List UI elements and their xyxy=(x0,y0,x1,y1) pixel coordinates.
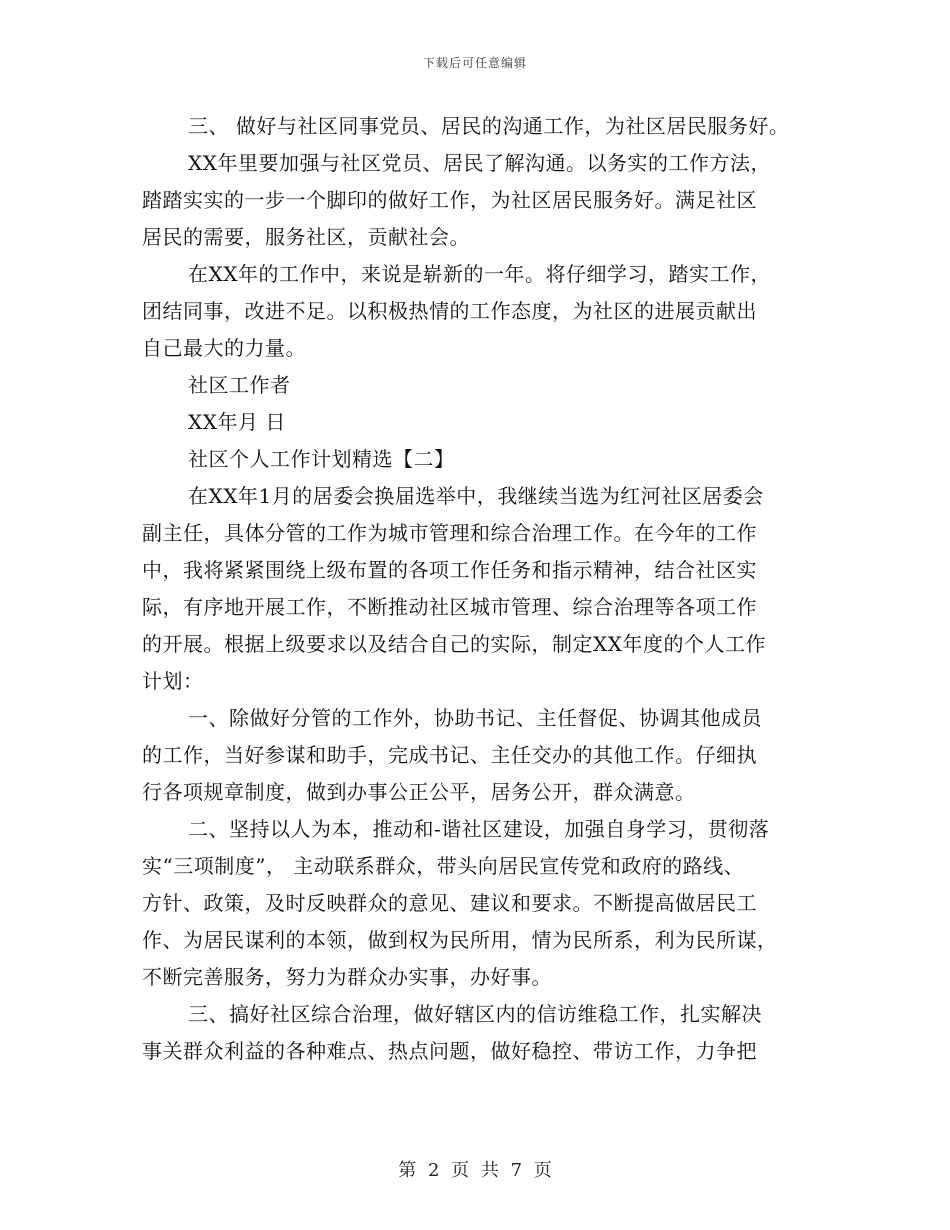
page-header-note: 下载后可任意编辑 xyxy=(422,56,527,70)
text-line: 一、除做好分管的工作外，协助书记、主任督促、协调其他成员 xyxy=(188,706,762,730)
document-body xyxy=(142,108,812,1070)
text-line: 在XX年1月的居委会换届选举中，我继续当选为红河社区居委会 xyxy=(188,484,764,508)
text-line: 居民的需要，服务社区，贡献社会。 xyxy=(142,225,470,249)
text-line: 二、坚持以人为本，推动和-谐社区建设，加强自身学习，贯彻落 xyxy=(188,817,770,841)
text-line: 中，我将紧紧围绕上级布置的各项工作任务和指示精神，结合社区实 xyxy=(142,558,757,582)
text-line: 社区个人工作计划精选【二】 xyxy=(188,447,455,471)
text-line: 社区工作者 xyxy=(188,373,291,397)
text-line: 在XX年的工作中，来说是崭新的一年。将仔细学习，踏实工作， xyxy=(188,262,771,286)
text-line: 际，有序地开展工作，不断推动社区城市管理、综合治理等各项工作 xyxy=(142,595,757,619)
text-line: 计划： xyxy=(142,669,204,693)
text-line: 不断完善服务，努力为群众办实事，办好事。 xyxy=(142,965,552,989)
text-line: 作、为居民谋利的本领，做到权为民所用，情为民所系，利为民所谋， xyxy=(142,928,778,952)
page-number-footer: 第 2 页 共 7 页 xyxy=(398,1160,552,1181)
text-line: 的开展。根据上级要求以及结合自己的实际，制定XX年度的个人工作 xyxy=(142,632,766,656)
text-line: 行各项规章制度，做到办事公正公平，居务公开，群众满意。 xyxy=(142,780,696,804)
text-line: 团结同事，改进不足。以积极热情的工作态度，为社区的进展贡献出 xyxy=(142,299,757,323)
text-line: 三、 做好与社区同事党员、居民的沟通工作，为社区居民服务好。 xyxy=(188,114,790,138)
text-line: 副主任，具体分管的工作为城市管理和综合治理工作。在今年的工作 xyxy=(142,521,757,545)
text-line: 事关群众利益的各种难点、热点问题，做好稳控、带访工作，力争把 xyxy=(142,1039,757,1063)
text-line: XX年里要加强与社区党员、居民了解沟通。以务实的工作方法， xyxy=(188,151,771,175)
text-line: 踏踏实实的一步一个脚印的做好工作，为社区居民服务好。满足社区 xyxy=(142,188,757,212)
text-line: 实“三项制度”， 主动联系群众，带头向居民宣传党和政府的路线、 xyxy=(142,854,745,878)
text-line: 三、搞好社区综合治理，做好辖区内的信访维稳工作，扎实解决 xyxy=(188,1002,762,1026)
text-line: 方针、政策，及时反映群众的意见、建议和要求。不断提高做居民工 xyxy=(142,891,757,915)
text-line: XX年月 日 xyxy=(188,410,286,434)
text-line: 自己最大的力量。 xyxy=(142,336,306,360)
text-line: 的工作，当好参谋和助手，完成书记、主任交办的其他工作。仔细执 xyxy=(142,743,757,767)
